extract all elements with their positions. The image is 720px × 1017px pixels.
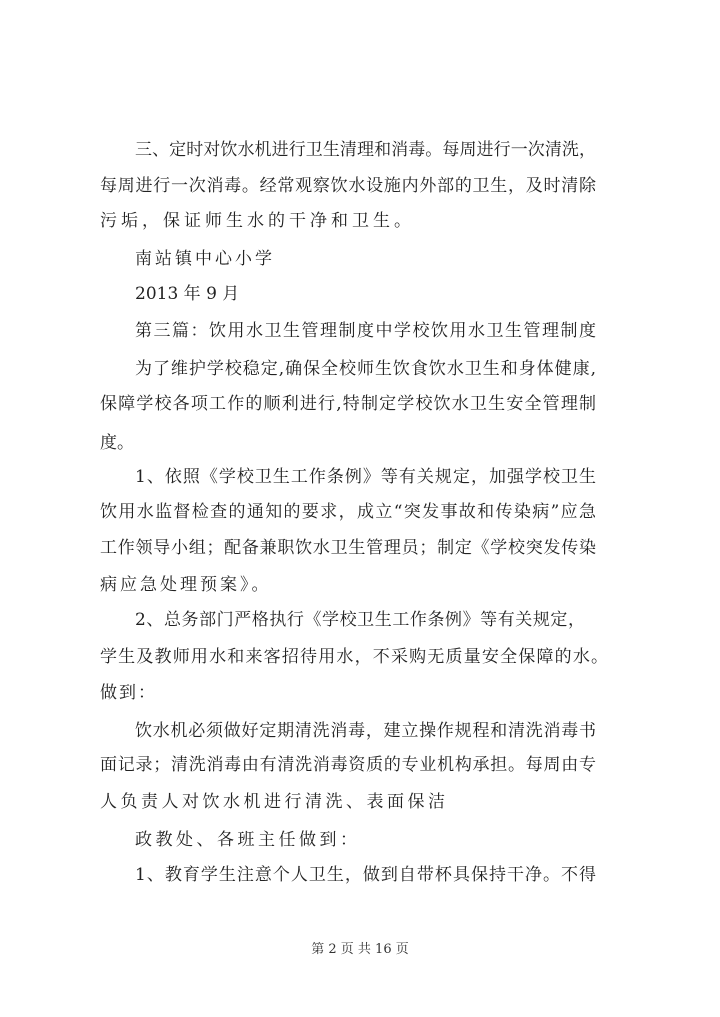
paragraph-line: 度。 — [100, 433, 134, 453]
paragraph-line: 病应急处理预案》。 — [100, 575, 272, 595]
paragraph-line: 政教处、各班主任做到： — [135, 830, 361, 850]
paragraph-line: 人负责人对饮水机进行清洗、表面保洁 — [100, 792, 449, 812]
paragraph-line: 每周进行一次消毒。经常观察饮水设施内外部的卫生，及时清除 — [100, 176, 597, 196]
paragraph-line: 保障学校各项工作的顺利进行,特制定学校饮水卫生安全管理制 — [100, 394, 598, 414]
paragraph-line: 1、依照《学校卫生工作条例》等有关规定，加强学校卫生 — [135, 467, 597, 487]
school-name: 南站镇中心小学 — [135, 249, 275, 269]
paragraph-line: 饮水机必须做好定期清洗消毒，建立操作规程和清洗消毒书 — [135, 721, 597, 741]
section-title: 第三篇：饮用水卫生管理制度中学校饮用水卫生管理制度 — [135, 321, 598, 341]
paragraph-line: 污垢，保证师生水的干净和卫生。 — [100, 211, 415, 231]
paragraph-line: 1、教育学生注意个人卫生，做到自带杯具保持干净。不得 — [135, 865, 597, 885]
paragraph-line: 为了维护学校稳定,确保全校师生饮食饮水卫生和身体健康, — [135, 359, 597, 379]
page-number: 第 2 页 共 16 页 — [311, 942, 409, 957]
paragraph-line: 学生及教师用水和来客招待用水，不采购无质量安全保障的水。 — [100, 647, 610, 667]
paragraph-line: 面记录；清洗消毒由有清洗消毒资质的专业机构承担。每周由专 — [100, 755, 597, 775]
paragraph-line: 2、总务部门严格执行《学校卫生工作条例》等有关规定， — [135, 610, 586, 630]
paragraph-line: 做到： — [100, 683, 157, 703]
date-line: 2013 年 9 月 — [135, 284, 240, 304]
paragraph-line: 工作领导小组；配备兼职饮水卫生管理员；制定《学校突发传染 — [100, 538, 597, 558]
paragraph-line: 三、定时对饮水机进行卫生清理和消毒。每周进行一次清洗， — [135, 140, 597, 160]
paragraph-line: 饮用水监督检查的通知的要求，成立“突发事故和传染病”应急 — [100, 502, 598, 522]
